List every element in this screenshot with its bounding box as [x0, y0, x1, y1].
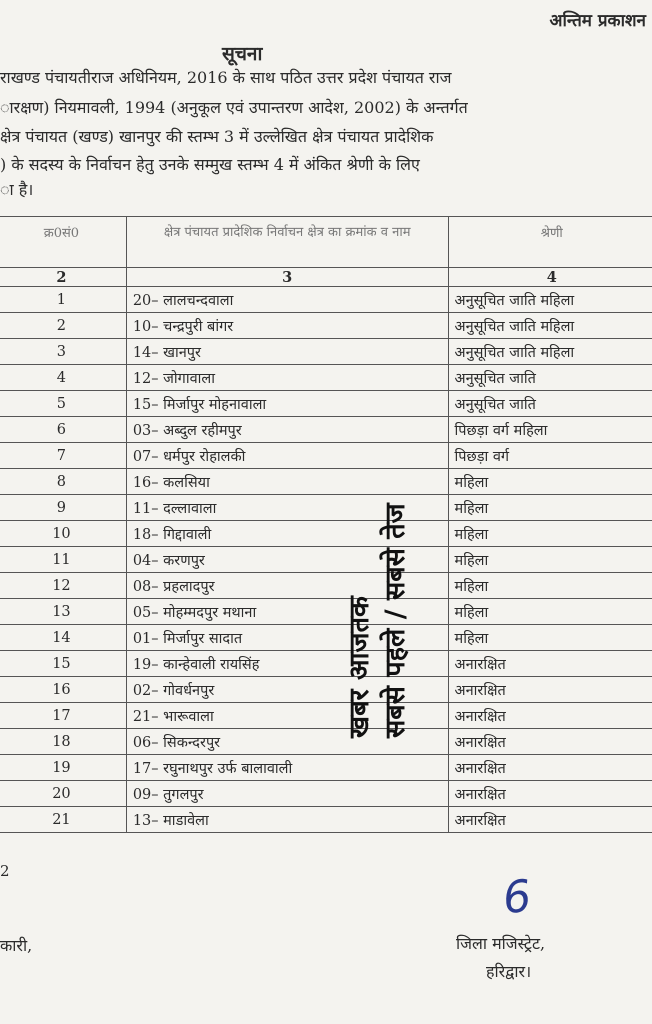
constituency-cell: 21– भारूवाला	[126, 703, 448, 729]
table-row	[0, 729, 652, 755]
table-row	[0, 469, 652, 495]
category-cell: अनुसूचित जाति महिला	[448, 313, 652, 339]
category-cell: अनुसूचित जाति	[448, 391, 652, 417]
notice-line-3: क्षेत्र पंचायत (खण्ड) खानपुर की स्तम्भ 3 में उल्लेखित क्षेत्र पंचायत प्रादेशिक	[0, 127, 434, 146]
serial-cell: 21	[0, 807, 126, 833]
column-number: 3	[126, 268, 448, 287]
serial-cell: 15	[0, 651, 126, 677]
serial-cell: 11	[0, 547, 126, 573]
category-cell: महिला	[448, 495, 652, 521]
column-number: 4	[448, 268, 652, 287]
table-row	[0, 781, 652, 807]
constituency-cell: 19– कान्हेवाली रायसिंह	[126, 651, 448, 677]
table-row	[0, 677, 652, 703]
table-row	[0, 287, 652, 313]
constituency-cell: 06– सिकन्दरपुर	[126, 729, 448, 755]
final-publication-label: अन्तिम प्रकाशन	[549, 11, 646, 31]
serial-cell: 10	[0, 521, 126, 547]
constituency-cell: 18– गिद्दावाली	[126, 521, 448, 547]
handwritten-signature: 6	[500, 870, 534, 925]
table-row	[0, 625, 652, 651]
serial-cell: 3	[0, 339, 126, 365]
constituency-cell: 02– गोवर्धनपुर	[126, 677, 448, 703]
page-number: 2	[0, 862, 10, 880]
constituency-cell: 14– खानपुर	[126, 339, 448, 365]
serial-cell: 9	[0, 495, 126, 521]
constituency-cell: 01– मिर्जापुर सादात	[126, 625, 448, 651]
constituency-cell: 08– प्रहलादपुर	[126, 573, 448, 599]
category-cell: पिछड़ा वर्ग महिला	[448, 417, 652, 443]
table-row	[0, 391, 652, 417]
news-watermark	[342, 478, 442, 738]
table-row	[0, 521, 652, 547]
column-number: 2	[0, 268, 126, 287]
serial-cell: 16	[0, 677, 126, 703]
serial-cell: 7	[0, 443, 126, 469]
table-row	[0, 417, 652, 443]
watermark-line-1: खबर आजतक	[344, 596, 375, 738]
serial-cell: 20	[0, 781, 126, 807]
constituency-cell: 05– मोहम्मदपुर मथाना	[126, 599, 448, 625]
constituency-cell: 03– अब्दुल रहीमपुर	[126, 417, 448, 443]
category-cell: महिला	[448, 625, 652, 651]
category-cell: महिला	[448, 547, 652, 573]
serial-cell: 2	[0, 313, 126, 339]
table-row	[0, 807, 652, 833]
category-cell: अनुसूचित जाति	[448, 365, 652, 391]
serial-cell: 14	[0, 625, 126, 651]
table-row	[0, 755, 652, 781]
category-cell: अनारक्षित	[448, 703, 652, 729]
serial-cell: 5	[0, 391, 126, 417]
reservation-table	[0, 216, 652, 833]
category-cell: अनुसूचित जाति महिला	[448, 339, 652, 365]
serial-header: क्र0सं0	[0, 217, 126, 268]
category-cell: महिला	[448, 599, 652, 625]
constituency-header: क्षेत्र पंचायत प्रादेशिक निर्वाचन क्षेत्र का क्रमांक व नाम	[126, 217, 448, 268]
watermark-line-2: सबसे पहले / सबसे तेज	[380, 503, 411, 738]
constituency-cell: 17– रघुनाथपुर उर्फ बालावाली	[126, 755, 448, 781]
constituency-cell: 20– लालचन्दवाला	[126, 287, 448, 313]
category-cell: महिला	[448, 469, 652, 495]
table-row	[0, 547, 652, 573]
table-row	[0, 313, 652, 339]
table-row	[0, 443, 652, 469]
serial-cell: 17	[0, 703, 126, 729]
left-signoff: कारी,	[0, 936, 33, 955]
serial-cell: 13	[0, 599, 126, 625]
category-header: श्रेणी	[448, 217, 652, 268]
notice-line-4: ) के सदस्य के निर्वाचन हेतु उनके सम्मुख स्तम्भ 4 में अंकित श्रेणी के लिए	[0, 155, 420, 174]
constituency-cell: 07– धर्मपुर रोहालकी	[126, 443, 448, 469]
table-row	[0, 365, 652, 391]
constituency-cell: 12– जोगावाला	[126, 365, 448, 391]
constituency-cell: 04– करणपुर	[126, 547, 448, 573]
column-number-row	[0, 268, 652, 287]
table-row	[0, 703, 652, 729]
table-row	[0, 599, 652, 625]
serial-cell: 6	[0, 417, 126, 443]
serial-cell: 4	[0, 365, 126, 391]
category-cell: पिछड़ा वर्ग	[448, 443, 652, 469]
table-row	[0, 573, 652, 599]
category-cell: अनुसूचित जाति महिला	[448, 287, 652, 313]
notice-line-1: राखण्ड पंचायतीराज अधिनियम, 2016 के साथ पठित उत्तर प्रदेश पंचायत राज	[0, 68, 452, 87]
constituency-cell: 13– माडावेला	[126, 807, 448, 833]
serial-cell: 18	[0, 729, 126, 755]
constituency-cell: 15– मिर्जापुर मोहनावाला	[126, 391, 448, 417]
category-cell: अनारक्षित	[448, 781, 652, 807]
table-row	[0, 339, 652, 365]
district-magistrate-title: जिला मजिस्ट्रेट,	[456, 934, 546, 953]
notice-line-2: ारक्षण) नियमावली, 1994 (अनुकूल एवं उपान्तरण आदेश, 2002) के अन्तर्गत	[0, 98, 468, 117]
constituency-cell: 16– कलसिया	[126, 469, 448, 495]
notice-line-5: ा है।	[0, 180, 34, 199]
serial-cell: 8	[0, 469, 126, 495]
district-place: हरिद्वार।	[486, 962, 532, 981]
category-cell: अनारक्षित	[448, 677, 652, 703]
table-body	[0, 287, 652, 833]
serial-cell: 19	[0, 755, 126, 781]
constituency-cell: 10– चन्द्रपुरी बांगर	[126, 313, 448, 339]
constituency-cell: 09– तुगलपुर	[126, 781, 448, 807]
notice-title: सूचना	[222, 43, 263, 65]
table-header-row	[0, 217, 652, 268]
category-cell: अनारक्षित	[448, 651, 652, 677]
category-cell: अनारक्षित	[448, 755, 652, 781]
category-cell: महिला	[448, 573, 652, 599]
table-row	[0, 651, 652, 677]
category-cell: अनारक्षित	[448, 807, 652, 833]
serial-cell: 1	[0, 287, 126, 313]
table-row	[0, 495, 652, 521]
category-cell: महिला	[448, 521, 652, 547]
constituency-cell: 11– दल्लावाला	[126, 495, 448, 521]
category-cell: अनारक्षित	[448, 729, 652, 755]
serial-cell: 12	[0, 573, 126, 599]
